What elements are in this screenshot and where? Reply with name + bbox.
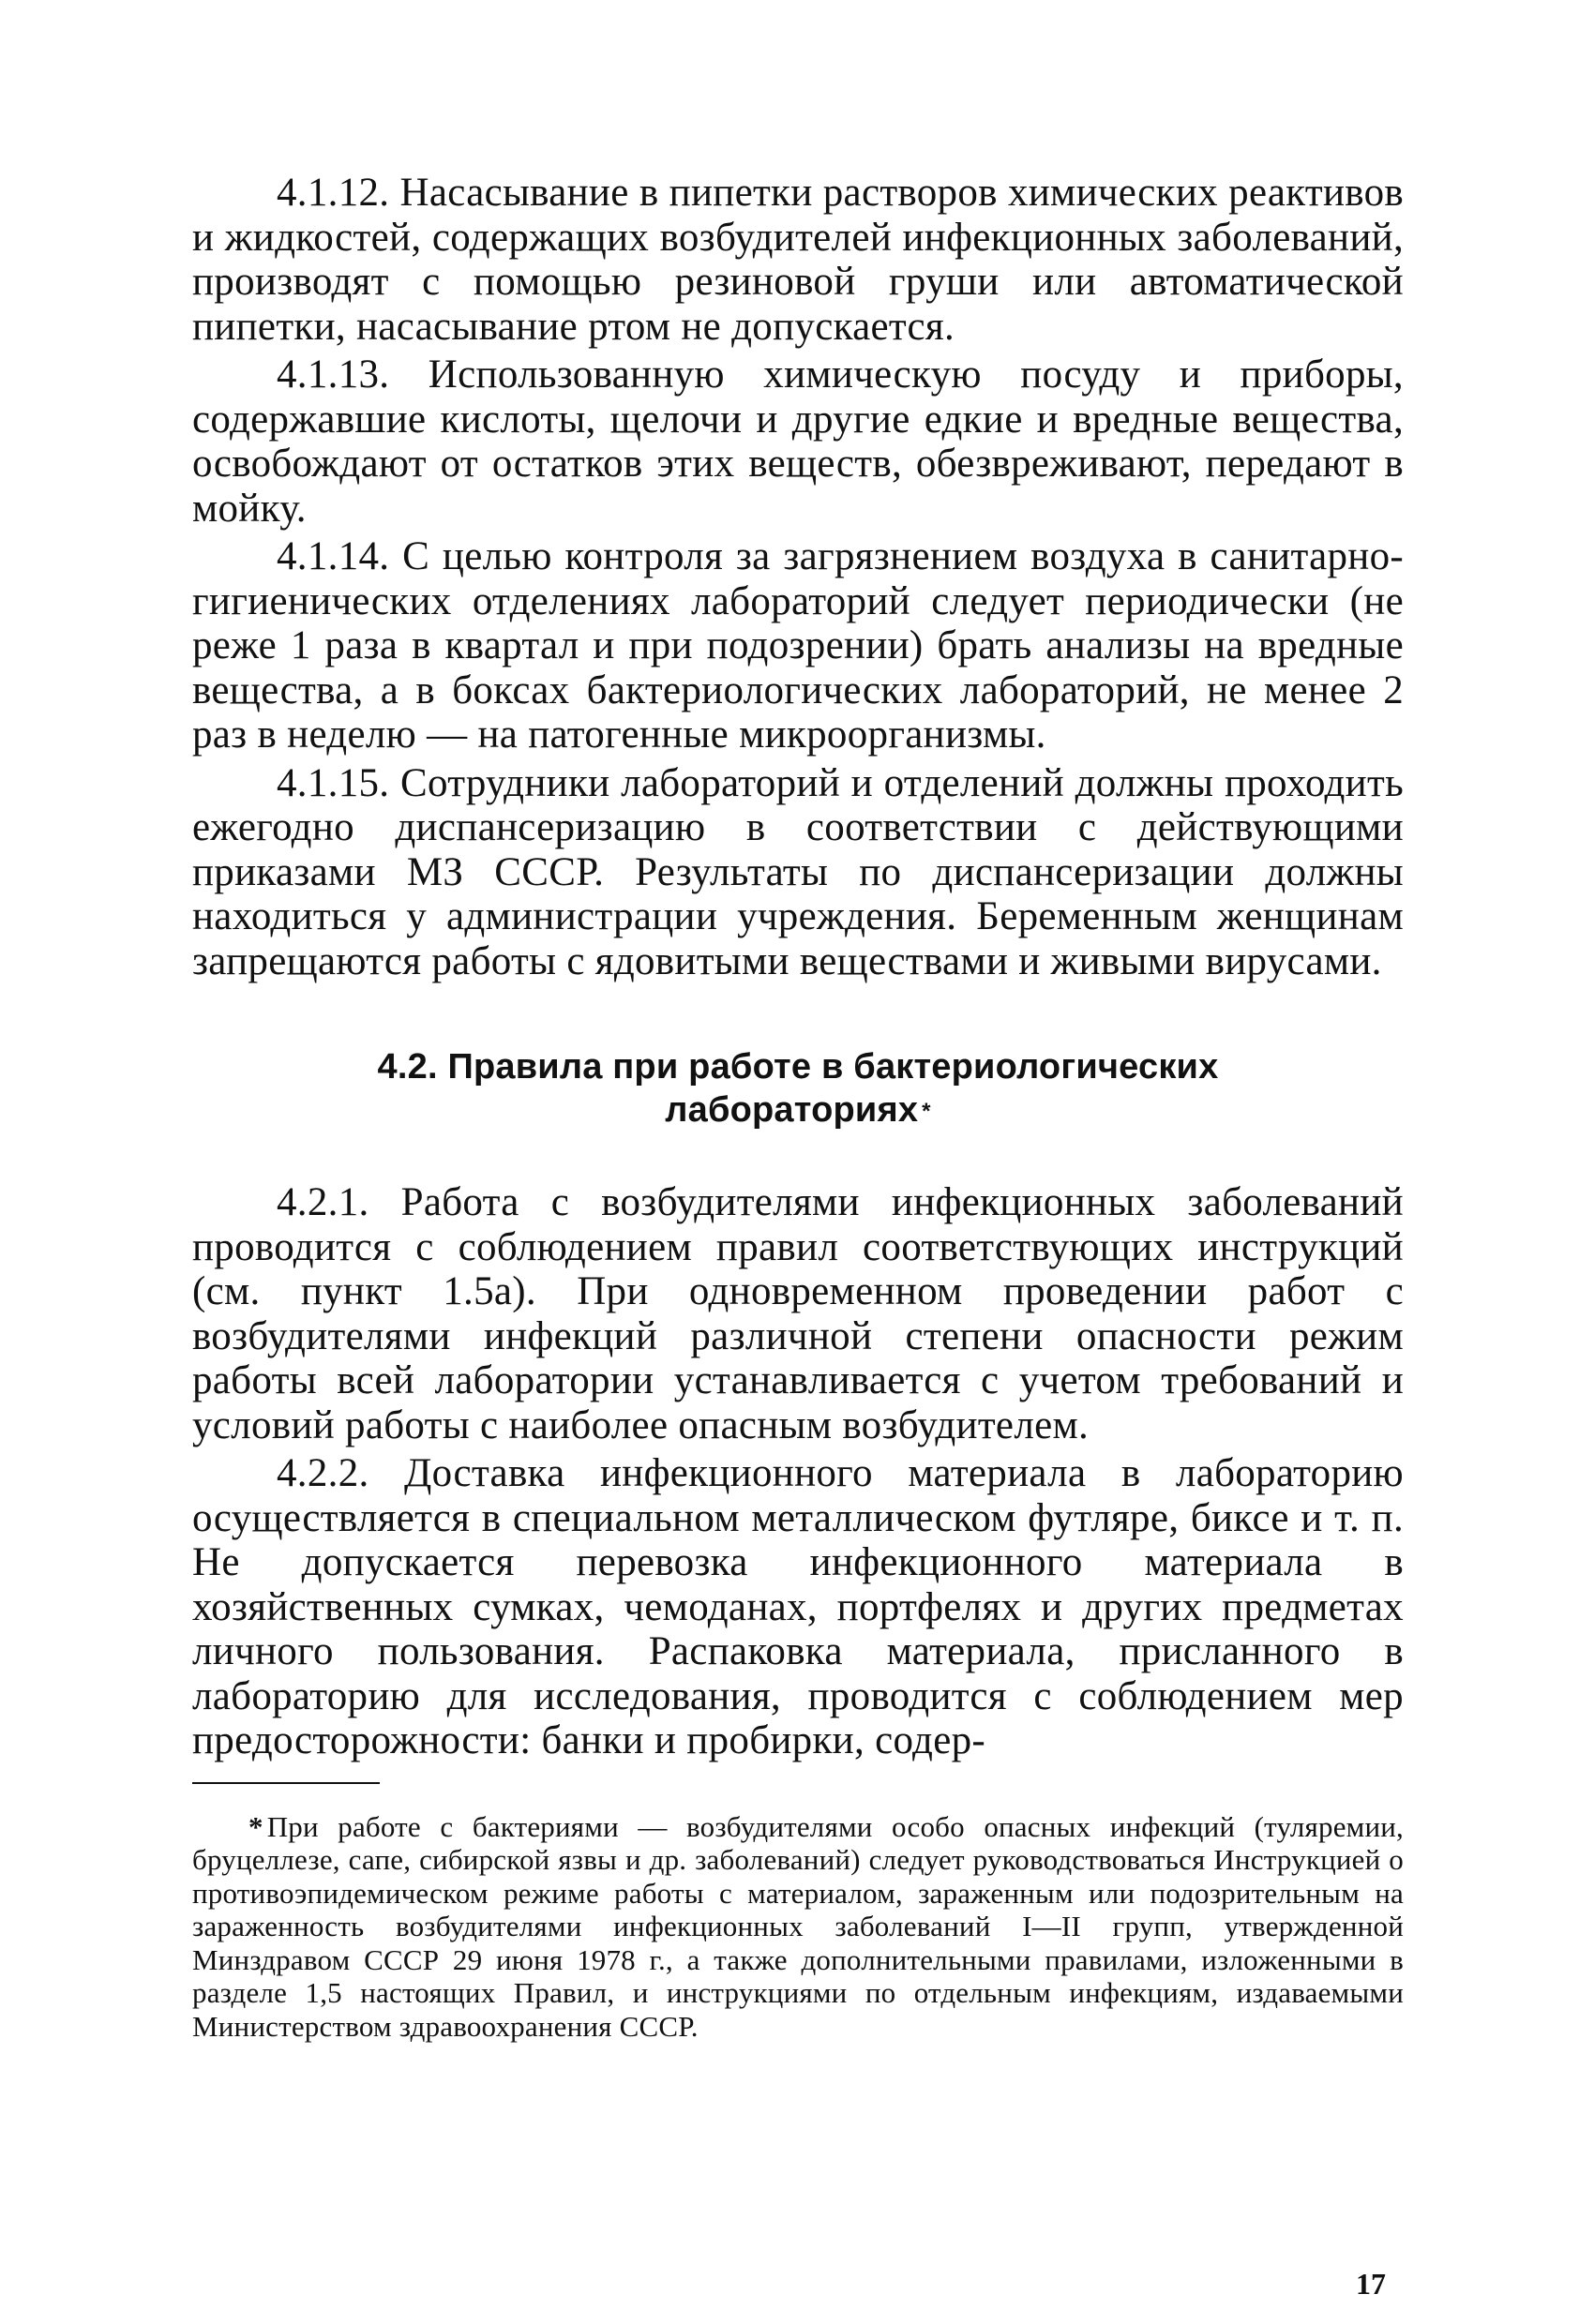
section-heading-line-2-text: лабораториях [665, 1090, 919, 1130]
paragraph-4-2-1: 4.2.1. Работа с возбудителями инфекционных заболеваний проводится с соблюдением правил соответствующих инструкций (см. пункт 1.5а). При одновременном проведении работ с возбудителями инфекций различной степени опасности режим работы всей лаборатории устанавливается с учетом требований и условий работы с наиболее опасным возбудителем. [192, 1180, 1404, 1447]
section-heading-4-2 [192, 1045, 1404, 1132]
footnote [192, 1810, 1404, 2044]
paragraph-4-1-13: 4.1.13. Использованную химическую посуду и приборы, содержавшие кислоты, щелочи и другие едкие и вредные вещества, освобождают от остатков этих веществ, обезвреживают, передают в мойку. [192, 352, 1404, 531]
page-number: 17 [1356, 2267, 1386, 2301]
paragraph-4-1-14: 4.1.14. С целью контроля за загрязнением воздуха в санитарно-гигиенических отделениях лабораторий следует периодически (не реже 1 раза в квартал и при подозрении) брать анализы на вредные вещества, а в боксах бактериологических лабораторий, не менее 2 раз в неделю — на патогенные микроорганизмы. [192, 534, 1404, 757]
section-heading-line-2 [192, 1088, 1404, 1132]
document-page [192, 171, 1404, 2043]
paragraph-4-1-15: 4.1.15. Сотрудники лабораторий и отделений должны проходить ежегодно диспансеризацию в соответствии с действующими приказами МЗ СССР. Результаты по диспансеризации должны находиться у администрации учреждения. Беременным женщинам запрещаются работы с ядовитыми веществами и живыми вирусами. [192, 760, 1404, 983]
footnote-reference-mark: * [922, 1099, 931, 1124]
footnote-divider [192, 1782, 380, 1784]
section-heading-line-1: 4.2. Правила при работе в бактериологических [377, 1047, 1219, 1087]
paragraph-4-1-12: 4.1.12. Насасывание в пипетки растворов химических реактивов и жидкостей, содержащих возбудителей инфекционных заболеваний, производят с помощью резиновой груши или автоматической пипетки, насасывание ртом не допускается. [192, 171, 1404, 349]
footnote-mark: * [248, 1809, 263, 1843]
paragraph-4-2-2: 4.2.2. Доставка инфекционного материала в лабораторию осуществляется в специальном металлическом футляре, биксе и т. п. Не допускается перевозка инфекционного материала в хозяйственных сумках, чемоданах, портфелях и других предметах личного пользования. Распаковка материала, присланного в лабораторию для исследования, проводится с соблюдением мер предосторожности: банки и пробирки, содер- [192, 1451, 1404, 1762]
footnote-text: При работе с бактериями — возбудителями особо опасных инфекций (туляремии, бруцеллезе, сапе, сибирской язвы и др. заболеваний) следует руководствоваться Инструкцией о противоэпидемическом режиме работы с материалом, зараженным или подозрительным на зараженность возбудителями инфекционных заболеваний I—II групп, утвержденной Минздравом СССР 29 июня 1978 г., а также дополнительными правилами, изложенными в разделе 1,5 настоящих Правил, и инструкциями по отдельным инфекциям, издаваемыми Министерством здравоохранения СССР. [192, 1809, 1404, 2043]
